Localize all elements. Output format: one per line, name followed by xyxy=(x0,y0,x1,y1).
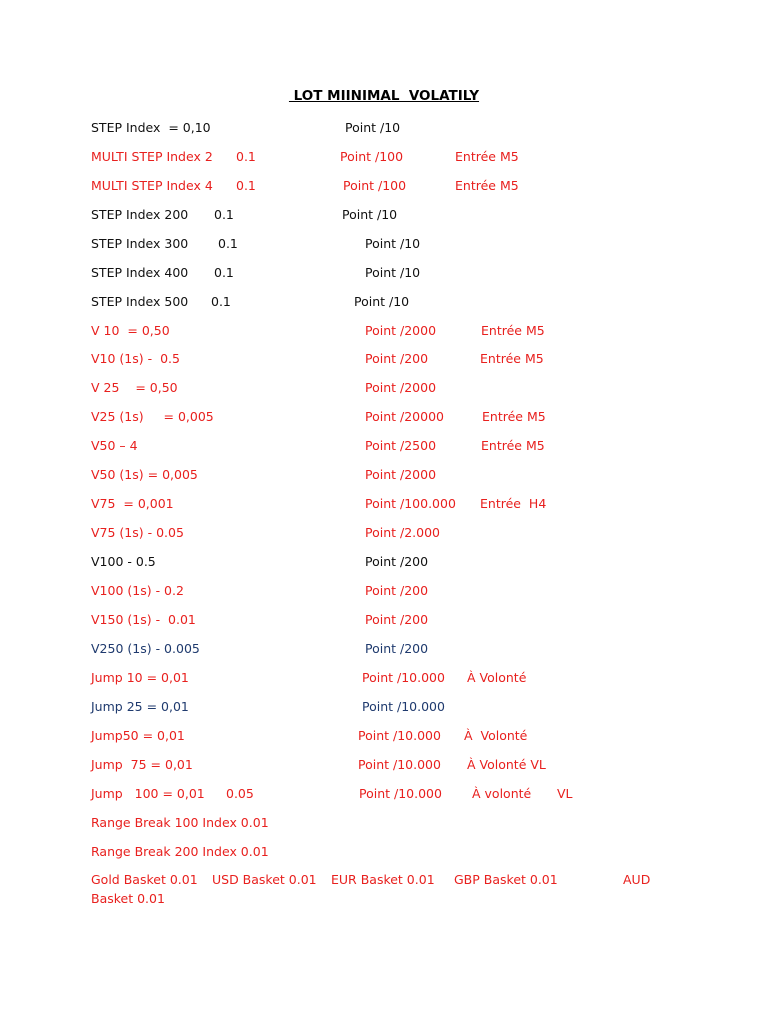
list-item xyxy=(0,698,768,716)
symbol-label: V10 (1s) - 0.5 xyxy=(91,351,180,366)
symbol-label: Range Break 100 Index 0.01 xyxy=(91,815,269,830)
point-value: Point /10 xyxy=(354,294,410,309)
list-item xyxy=(0,669,768,687)
point-value: Point /10 xyxy=(365,236,421,251)
list-item xyxy=(0,379,768,397)
point-value: Point /10 xyxy=(345,120,401,135)
symbol-label: Jump 25 = 0,01 xyxy=(91,699,189,714)
point-value: Point /10.000 xyxy=(362,699,445,714)
list-item xyxy=(0,843,768,861)
point-value: Point /200 xyxy=(365,641,429,656)
lot-value: 0.1 xyxy=(214,265,234,280)
list-item xyxy=(0,148,768,166)
symbol-label: V100 - 0.5 xyxy=(91,554,156,569)
list-item xyxy=(0,350,768,368)
point-value: Point /200 xyxy=(365,554,429,569)
point-value: Point /10.000 xyxy=(358,757,441,772)
point-value: Point /10.000 xyxy=(362,670,445,685)
entry-value: Entrée M5 xyxy=(481,323,545,338)
entry-value: À Volonté xyxy=(467,670,527,685)
list-item xyxy=(0,640,768,658)
list-item xyxy=(0,293,768,311)
basket-aud: AUD xyxy=(623,872,651,887)
symbol-label: STEP Index 500 xyxy=(91,294,189,309)
entry-value: Entrée M5 xyxy=(455,178,519,193)
symbol-label: V25 (1s) = 0,005 xyxy=(91,409,214,424)
symbol-label: V250 (1s) - 0.005 xyxy=(91,641,200,656)
list-item xyxy=(0,727,768,745)
list-item xyxy=(0,235,768,253)
symbol-label: V75 (1s) - 0.05 xyxy=(91,525,184,540)
point-value: Point /2000 xyxy=(365,323,437,338)
symbol-label: MULTI STEP Index 2 xyxy=(91,149,213,164)
list-item xyxy=(0,119,768,137)
basket-line xyxy=(0,871,768,889)
symbol-label: V 25 = 0,50 xyxy=(91,380,178,395)
basket-usd: USD Basket 0.01 xyxy=(212,872,317,887)
basket-aud-continued: Basket 0.01 xyxy=(91,891,165,906)
list-item xyxy=(0,611,768,629)
symbol-label: V50 (1s) = 0,005 xyxy=(91,467,198,482)
entry-value: Entrée M5 xyxy=(482,409,546,424)
list-item xyxy=(0,495,768,513)
point-value: Point /20000 xyxy=(365,409,444,424)
document-title: LOT MIINIMAL VOLATILY xyxy=(288,88,480,104)
symbol-label: STEP Index = 0,10 xyxy=(91,120,211,135)
lot-value: 0.1 xyxy=(218,236,238,251)
entry-value: À Volonté VL xyxy=(467,757,546,772)
entry-value: Entrée M5 xyxy=(455,149,519,164)
list-item xyxy=(0,756,768,774)
symbol-label: Range Break 200 Index 0.01 xyxy=(91,844,269,859)
list-item xyxy=(0,322,768,340)
point-value: Point /10 xyxy=(342,207,398,222)
lot-value: 0.1 xyxy=(236,149,256,164)
point-value: Point /2000 xyxy=(365,380,437,395)
lot-value: 0.1 xyxy=(211,294,231,309)
list-item xyxy=(0,582,768,600)
basket-line-continued xyxy=(0,890,768,908)
point-value: Point /200 xyxy=(365,583,429,598)
point-value: Point /100 xyxy=(343,178,407,193)
symbol-label: STEP Index 300 xyxy=(91,236,189,251)
point-value: Point /10 xyxy=(365,265,421,280)
list-item xyxy=(0,785,768,803)
basket-gbp: GBP Basket 0.01 xyxy=(454,872,558,887)
symbol-label: V100 (1s) - 0.2 xyxy=(91,583,184,598)
list-item xyxy=(0,408,768,426)
point-value: Point /2.000 xyxy=(365,525,441,540)
symbol-label: Jump50 = 0,01 xyxy=(91,728,185,743)
symbol-label: MULTI STEP Index 4 xyxy=(91,178,213,193)
symbol-label: Jump 75 = 0,01 xyxy=(91,757,193,772)
symbol-label: STEP Index 400 xyxy=(91,265,189,280)
list-item xyxy=(0,177,768,195)
list-item xyxy=(0,814,768,832)
entry-value: Entrée M5 xyxy=(481,438,545,453)
list-item xyxy=(0,553,768,571)
list-item xyxy=(0,466,768,484)
symbol-label: Jump 100 = 0,01 xyxy=(91,786,205,801)
point-value: Point /200 xyxy=(365,612,429,627)
point-value: Point /10.000 xyxy=(359,786,442,801)
symbol-label: STEP Index 200 xyxy=(91,207,189,222)
lot-value: 0.05 xyxy=(226,786,254,801)
symbol-label: V150 (1s) - 0.01 xyxy=(91,612,196,627)
entry-value: Entrée H4 xyxy=(480,496,547,511)
list-item xyxy=(0,206,768,224)
lot-value: 0.1 xyxy=(236,178,256,193)
symbol-label: V 10 = 0,50 xyxy=(91,323,170,338)
basket-gold: Gold Basket 0.01 xyxy=(91,872,198,887)
lot-value: 0.1 xyxy=(214,207,234,222)
point-value: Point /100.000 xyxy=(365,496,456,511)
basket-eur: EUR Basket 0.01 xyxy=(331,872,435,887)
point-value: Point /100 xyxy=(340,149,404,164)
point-value: Point /2000 xyxy=(365,467,437,482)
symbol-label: V75 = 0,001 xyxy=(91,496,174,511)
list-item xyxy=(0,524,768,542)
list-item xyxy=(0,437,768,455)
point-value: Point /200 xyxy=(365,351,429,366)
extra-value: VL xyxy=(557,786,573,801)
point-value: Point /10.000 xyxy=(358,728,441,743)
point-value: Point /2500 xyxy=(365,438,437,453)
list-item xyxy=(0,264,768,282)
entry-value: À Volonté xyxy=(464,728,528,743)
entry-value: Entrée M5 xyxy=(480,351,544,366)
symbol-label: Jump 10 = 0,01 xyxy=(91,670,189,685)
symbol-label: V50 – 4 xyxy=(91,438,138,453)
entry-value: À volonté xyxy=(472,786,532,801)
